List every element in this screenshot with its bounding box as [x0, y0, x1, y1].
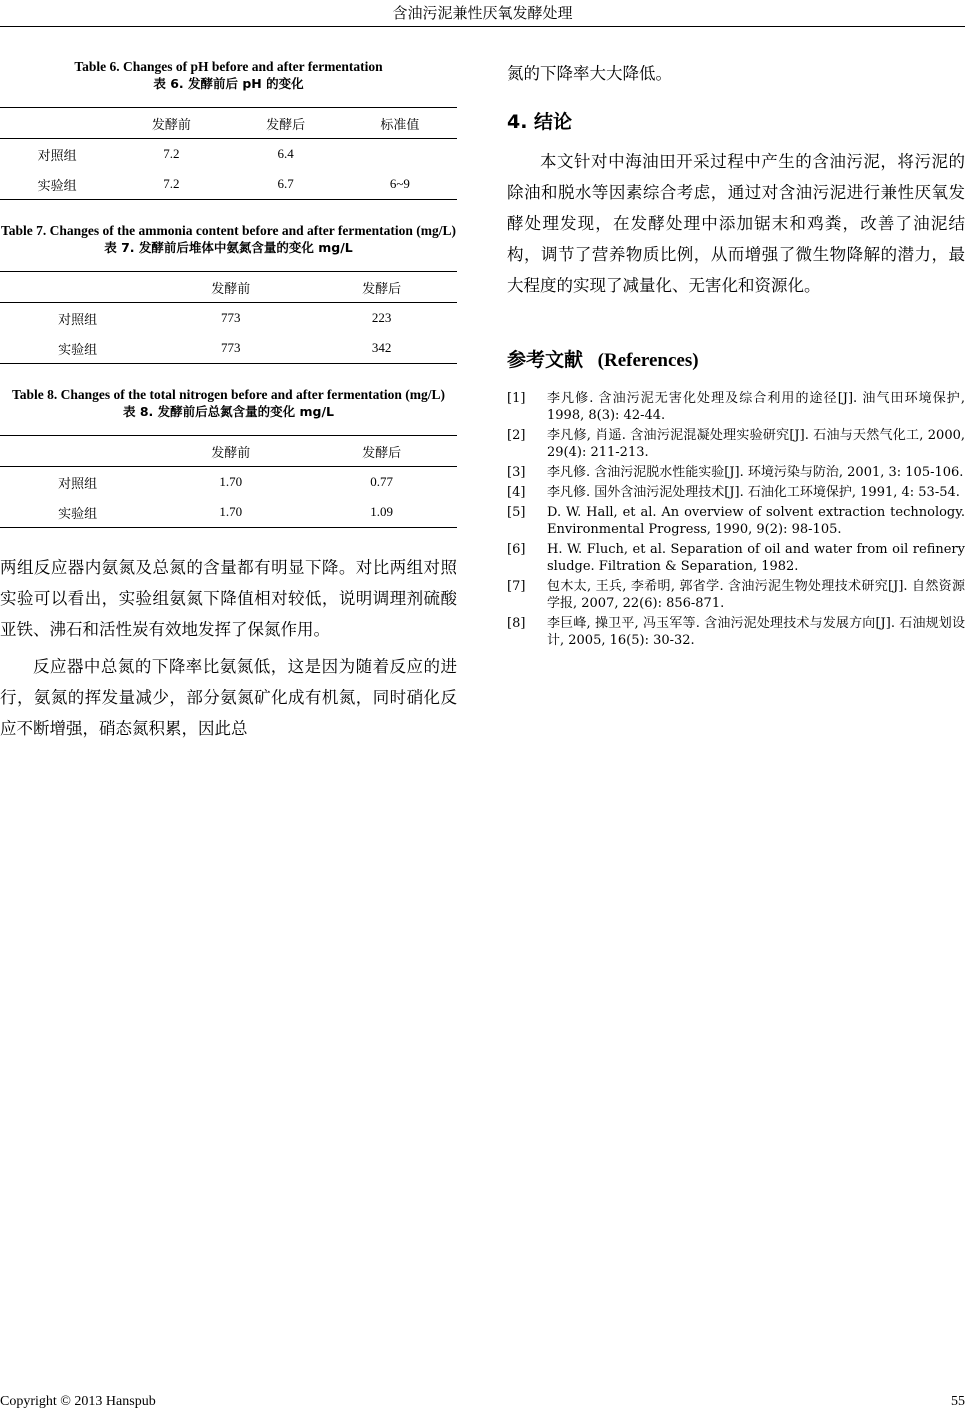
- body-paragraph: 两组反应器内氨氮及总氮的含量都有明显下降。对比两组对照实验可以看出，实验组氨氮下降值相对较低，说明调理剂硫酸亚铁、沸石和活性炭有效地发挥了保氮作用。: [0, 558, 457, 639]
- reference-item: [507, 464, 965, 481]
- table-cell: 对照组: [58, 475, 98, 491]
- table-cell: 6.7: [229, 169, 343, 200]
- references-heading-en: (References): [597, 350, 699, 371]
- reference-item: [507, 578, 965, 612]
- reference-item: [507, 427, 965, 461]
- reference-number: [3]: [507, 465, 526, 480]
- reference-text: 李凡修. 国外含油污泥处理技术[J]. 石油化工环境保护, 1991, 4: 53-54.: [547, 485, 960, 500]
- table-row: [0, 467, 457, 498]
- reference-item: [507, 484, 965, 501]
- table-header-cell: 发酵前: [155, 436, 306, 467]
- table-header-cell: [0, 108, 114, 139]
- table-cell: 773: [221, 310, 241, 325]
- table-cell: 实验组: [0, 333, 155, 364]
- table-7: [0, 271, 457, 364]
- table-8-block: [0, 386, 457, 528]
- table-cell: 1.70: [219, 474, 243, 489]
- table-header-cell: 发酵后: [306, 272, 457, 303]
- table-cell: 1.70: [155, 497, 306, 528]
- table-6: [0, 107, 457, 200]
- header-rule: [0, 26, 965, 27]
- reference-item: [507, 541, 965, 575]
- table-header-cell: [0, 272, 155, 303]
- reference-text: H. W. Fluch, et al. Separation of oil and water from oil refinery sludge. Filtration & Separation, 1982.: [547, 542, 965, 574]
- table-cell: 对照组: [58, 311, 98, 327]
- references-heading-cn: 参考文献: [507, 349, 584, 371]
- reference-number: [8]: [507, 616, 526, 631]
- page-number: 55: [951, 1394, 965, 1409]
- table-6-block: [0, 58, 457, 200]
- table-cell: 实验组: [0, 497, 155, 528]
- reference-number: [6]: [507, 542, 526, 557]
- table-cell: 6.4: [277, 146, 294, 161]
- table-cell: 773: [155, 333, 306, 364]
- table-6-caption-en: Table 6. Changes of pH before and after fermentation: [74, 59, 383, 74]
- table-row: [0, 303, 457, 334]
- table-7-caption-cn: 表 7. 发酵前后堆体中氨氮含量的变化 mg/L: [104, 240, 353, 255]
- table-header-row: [0, 108, 457, 139]
- table-header-cell: 发酵前: [155, 272, 306, 303]
- table-row: [0, 139, 457, 170]
- table-cell: 6~9: [343, 169, 457, 200]
- table-7-caption-en: Table 7. Changes of the ammonia content before and after fermentation (mg/L): [1, 223, 456, 238]
- reference-text: 李巨峰, 操卫平, 冯玉军等. 含油污泥处理技术与发展方向[J]. 石油规划设计, 2005, 16(5): 30-32.: [547, 616, 965, 648]
- reference-number: [5]: [507, 505, 526, 520]
- table-cell: 342: [306, 333, 457, 364]
- section-heading: 4. 结论: [507, 111, 573, 133]
- reference-text: D. W. Hall, et al. An overview of solvent extraction technology. Environmental Progress, 1990, 9(2): 98-105.: [547, 505, 965, 537]
- reference-text: 李凡修. 含油污泥脱水性能实验[J]. 环境污染与防治, 2001, 3: 105-106.: [547, 465, 964, 480]
- table-8: [0, 435, 457, 528]
- table-cell: 0.77: [370, 474, 393, 489]
- left-column: [0, 58, 457, 744]
- body-paragraph: 氮的下降率大大降低。: [507, 64, 672, 83]
- table-row: [0, 497, 457, 528]
- table-cell: [343, 139, 457, 170]
- reference-item: [507, 615, 965, 649]
- table-header-row: [0, 436, 457, 467]
- reference-text: 李凡修, 肖遥. 含油污泥混凝处理实验研究[J]. 石油与天然气化工, 2000, 29(4): 211-213.: [547, 428, 965, 460]
- reference-text: 李凡修. 含油污泥无害化处理及综合利用的途径[J]. 油气田环境保护, 1998, 8(3): 42-44.: [547, 391, 965, 423]
- running-header: 含油污泥兼性厌氧发酵处理: [392, 4, 573, 22]
- table-header-cell: 发酵后: [229, 108, 343, 139]
- reference-number: [4]: [507, 485, 526, 500]
- table-cell: 对照组: [37, 147, 77, 163]
- reference-item: [507, 390, 965, 424]
- reference-text: 包木太, 王兵, 李希明, 郭省学. 含油污泥生物处理技术研究[J]. 自然资源学报, 2007, 22(6): 856-871.: [547, 579, 965, 611]
- body-paragraph: 本文针对中海油田开采过程中产生的含油污泥，将污泥的除油和脱水等因素综合考虑，通过对含油污泥进行兼性厌氧发酵处理发现，在发酵处理中添加锯末和鸡粪，改善了油泥结构，调节了营养物质比例，从而增强了微生物降解的潜力，最大程度的实现了减量化、无害化和资源化。: [507, 152, 965, 295]
- references-heading: [507, 345, 965, 372]
- reference-list: [507, 390, 965, 649]
- table-7-block: [0, 222, 457, 364]
- table-row: [0, 333, 457, 364]
- right-column: [507, 58, 965, 652]
- table-row: [0, 169, 457, 200]
- table-header-cell: [0, 436, 155, 467]
- table-8-caption-en: Table 8. Changes of the total nitrogen before and after fermentation (mg/L): [12, 387, 445, 402]
- table-cell: 7.2: [163, 146, 180, 161]
- table-cell: 实验组: [0, 169, 114, 200]
- body-paragraph: 反应器中总氮的下降率比氨氮低，这是因为随着反应的进行，氨氮的挥发量减少，部分氨氮矿化成有机氮，同时硝化反应不断增强，硝态氮积累，因此总: [0, 657, 457, 738]
- table-header-cell: 发酵后: [306, 436, 457, 467]
- reference-number: [7]: [507, 579, 526, 594]
- copyright-notice: Copyright © 2013 Hanspub: [0, 1394, 156, 1409]
- table-8-caption-cn: 表 8. 发酵前后总氮含量的变化 mg/L: [122, 404, 334, 419]
- table-header-row: [0, 272, 457, 303]
- table-6-caption-cn: 表 6. 发酵前后 pH 的变化: [153, 76, 304, 91]
- table-cell: 1.09: [306, 497, 457, 528]
- table-header-cell: 发酵前: [114, 108, 228, 139]
- reference-number: [1]: [507, 391, 526, 406]
- reference-item: [507, 504, 965, 538]
- table-header-cell: 标准值: [343, 108, 457, 139]
- table-cell: 223: [371, 310, 392, 325]
- reference-number: [2]: [507, 428, 526, 443]
- table-cell: 7.2: [114, 169, 228, 200]
